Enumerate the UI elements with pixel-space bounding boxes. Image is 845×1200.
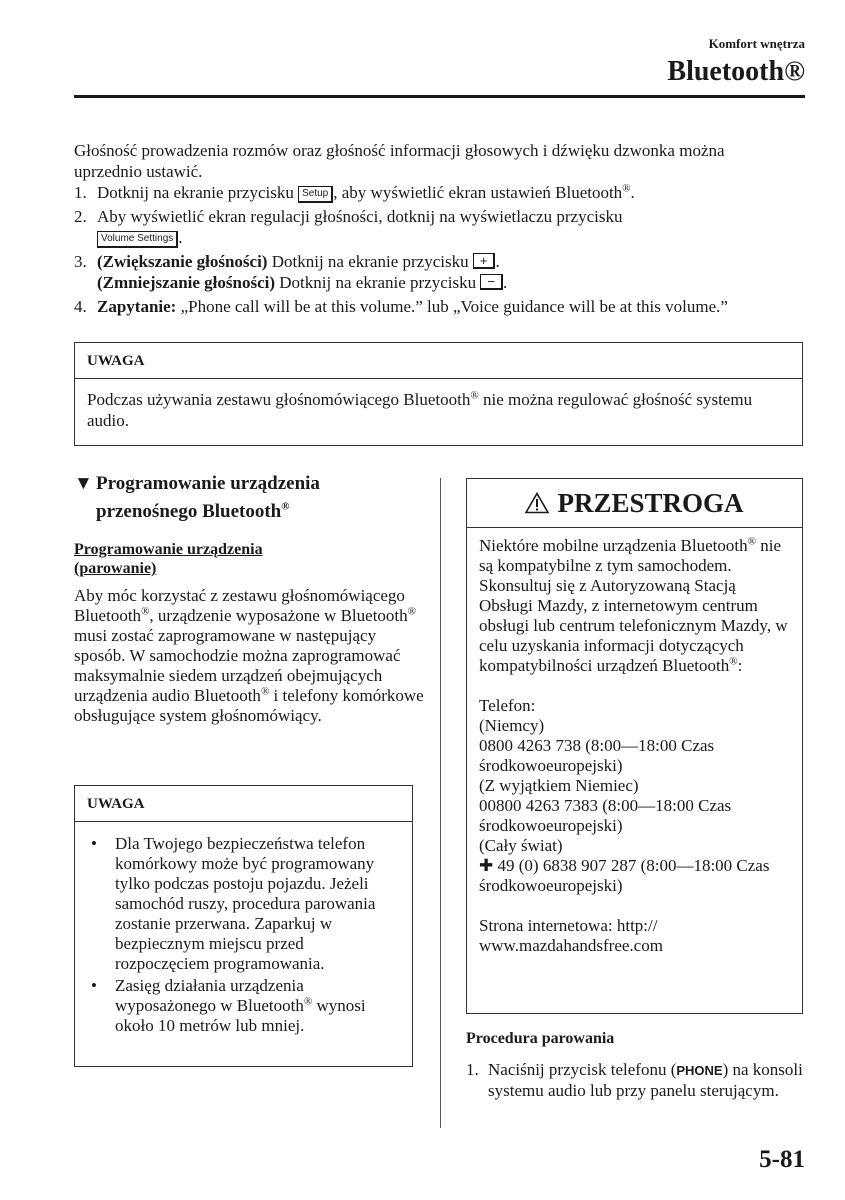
pairing-paragraph [74, 586, 424, 726]
registered-mark: ® [407, 605, 417, 618]
list-item-part: Zasięg działania urządzenia wyposażonego w Bluetooth [115, 976, 304, 1015]
phone-line: (Niemcy) [479, 716, 545, 735]
page-number: 5-81 [759, 1146, 805, 1173]
caution-body [467, 528, 802, 964]
procedure-heading: Procedura parowania [466, 1030, 615, 1047]
registered-mark: ® [141, 605, 150, 618]
caution-box [466, 478, 803, 1014]
bullet-icon: • [91, 834, 97, 853]
step-text: „Phone call will be at this volume.” lub „Voice guidance will be at this volume.” [176, 297, 728, 316]
list-item [87, 834, 400, 974]
registered-mark: ® [622, 182, 631, 195]
phone-line: (Z wyjątkiem Niemiec) [479, 776, 639, 795]
step-number: 3. [74, 252, 87, 271]
intro-paragraph: Głośność prowadzenia rozmów oraz głośność informacji głosowych i dźwięku dzwonka można uprzednio ustawić. [74, 141, 725, 181]
step-1 [74, 182, 814, 203]
step-body [97, 296, 814, 317]
plus-key-icon: + [473, 253, 496, 269]
section-title-line: Programowanie urządzenia [96, 473, 320, 494]
subsection-heading: Programowanie urządzenia (parowanie) [74, 541, 263, 577]
paragraph-part: , urządzenie wyposażone w Bluetooth [149, 606, 408, 625]
section-title-line-2 [74, 498, 434, 526]
step-2 [74, 206, 814, 248]
phone-line: ✚ 49 (0) 6838 907 287 (8:00—18:00 Czas środkowoeuropejski) [479, 856, 770, 895]
note-body [75, 822, 412, 1050]
step-bold-label: (Zmniejszanie głośności) [97, 273, 276, 292]
caution-paragraph-1 [479, 536, 790, 576]
step-body [97, 206, 814, 248]
note-heading: UWAGA [75, 786, 412, 822]
note-text-part: nie można regulować głośność systemu audio. [87, 390, 753, 430]
note-heading: UWAGA [75, 343, 802, 379]
step-body [97, 182, 814, 203]
header-rule [74, 95, 805, 98]
list-item-text [115, 976, 400, 1036]
setup-key-icon: Setup [298, 186, 333, 203]
step-number: 4. [74, 297, 87, 316]
step-bold-label: Zapytanie: [97, 297, 177, 316]
triangle-down-icon: ▼ [74, 473, 93, 494]
step-3 [74, 251, 814, 293]
steps-list [74, 182, 814, 320]
registered-mark: ® [303, 995, 313, 1008]
caution-paragraph-2 [479, 576, 790, 676]
step-number: 1. [466, 1060, 479, 1079]
registered-mark: ® [729, 655, 738, 668]
note-text-part: Podczas używania zestawu głośnomówiącego Bluetooth [87, 390, 471, 409]
step-text: . [630, 183, 635, 202]
step-text: Naciśnij przycisk telefonu ( [488, 1060, 677, 1079]
step-text: Aby wyświetlić ekran regulacji głośności, dotknij na wyświetlaczu przycisku [97, 207, 623, 226]
step-body [97, 251, 814, 293]
step-text: Dotknij na ekranie przycisku [267, 252, 469, 271]
caution-text: : [737, 656, 743, 675]
step-body [488, 1060, 806, 1101]
phone-line: 00800 4263 7383 (8:00—18:00 Czas środkowoeuropejski) [479, 796, 732, 835]
phone-line: (Cały świat) [479, 836, 563, 855]
caution-heading [467, 479, 802, 528]
note-list [87, 834, 400, 1036]
volume-settings-key-icon: Volume Settings [97, 231, 178, 248]
caution-phone-list [479, 696, 790, 896]
caution-heading-text: PRZESTROGA [557, 487, 744, 518]
phone-line: Telefon: [479, 696, 536, 715]
list-item [87, 976, 400, 1036]
step-4 [74, 296, 814, 317]
registered-mark: ® [260, 685, 270, 698]
note-text [75, 379, 802, 441]
list-item-part: wynosi około 10 metrów lub mniej. [115, 996, 366, 1035]
step-text: Dotknij na ekranie przycisku [97, 183, 294, 202]
column-divider [440, 478, 441, 1128]
procedure-step-1 [466, 1060, 806, 1101]
section-title-text: przenośnego Bluetooth [96, 501, 282, 522]
step-text: ) na konsoli systemu audio lub przy panelu sterującym. [488, 1060, 803, 1100]
step-number: 2. [74, 207, 87, 226]
phone-line: 0800 4263 738 (8:00—18:00 Czas środkowoeuropejski) [479, 736, 715, 775]
registered-mark: ® [747, 535, 756, 548]
paragraph-part: musi zostać zaprogramowane w następujący sposób. W samochodzie można zaprogramować maksymalnie siedem urządzeń obejmujących urządzenia audio Bluetooth [74, 626, 401, 705]
step-text: . [178, 228, 183, 247]
section-title [74, 470, 434, 526]
paragraph-part: Aby móc korzystać z zestawu głośnomówiącego Bluetooth [74, 586, 405, 625]
step-bold-label: (Zwiększanie głośności) [97, 252, 268, 271]
minus-key-icon: − [480, 274, 503, 290]
page-title: Bluetooth® [667, 56, 805, 87]
step-text: . [495, 252, 500, 271]
header-section: Komfort wnętrza [708, 36, 805, 51]
step-text: Dotknij na ekranie przycisku [275, 273, 477, 292]
caution-text: nie są kompatybilne z tym samochodem. [479, 536, 781, 575]
bullet-icon: • [91, 976, 97, 995]
registered-mark: ® [281, 500, 290, 513]
list-item-text: Dla Twojego bezpieczeństwa telefon komórkowy może być programowany tylko podczas postoju pojazdu. Jeżeli samochód ruszy, procedura parowania zostanie przerwana. Zaparkuj w bezpiecznym miejscu przed rozpoczęciem programowania. [115, 834, 376, 973]
caution-website: Strona internetowa: http:// www.mazdahandsfree.com [479, 916, 663, 955]
registered-mark: ® [470, 389, 479, 402]
phone-key-icon: PHONE [676, 1063, 723, 1078]
step-number: 1. [74, 183, 87, 202]
paragraph-part: i telefony komórkowe obsługujące system głośnomówiący. [74, 686, 424, 725]
step-text: . [502, 273, 508, 292]
note-box [74, 342, 803, 446]
step-text: , aby wyświetlić ekran ustawień Bluetooth [333, 183, 623, 202]
caution-text: Niektóre mobilne urządzenia Bluetooth [479, 536, 748, 555]
caution-text: Skonsultuj się z Autoryzowaną Stacją Obsługi Mazdy, z internetowym centrum obsługi lub centrum telefonicznym Mazdy, w celu uzyskania informacji dotyczących kompatybilności urządzeń Bluetooth [479, 576, 788, 675]
note-box-2 [74, 785, 413, 1067]
warning-triangle-icon [525, 492, 549, 514]
